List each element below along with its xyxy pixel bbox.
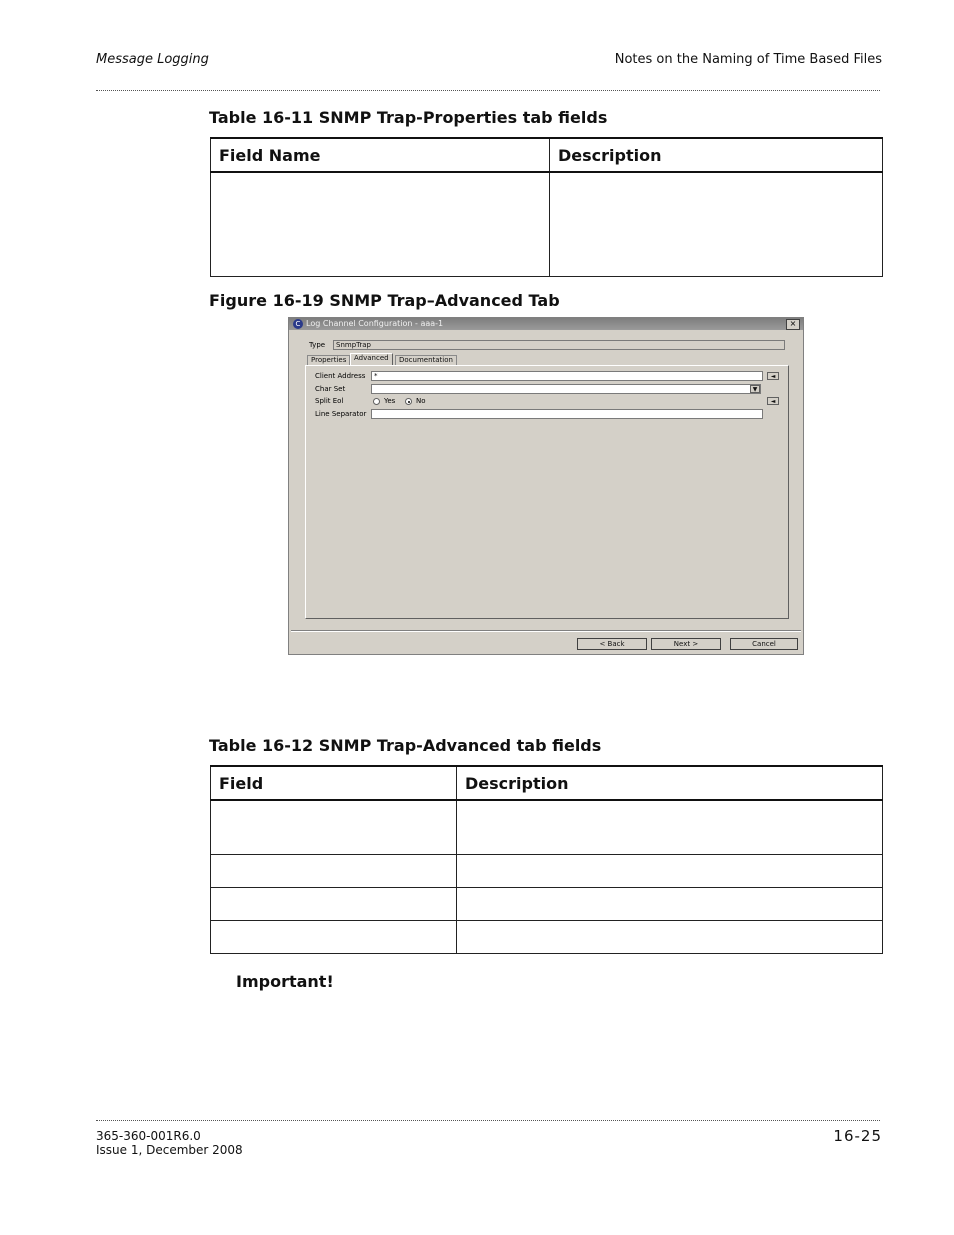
table2: [210, 765, 883, 954]
split-eol-no-label: No: [416, 397, 426, 405]
tab-advanced[interactable]: Advanced: [350, 353, 393, 365]
table1-cell: [211, 172, 550, 276]
split-eol-label: Split Eol: [315, 397, 344, 405]
table2-cell: [457, 887, 883, 920]
type-field: SnmpTrap: [333, 340, 785, 350]
figure-caption: Figure 16-19 SNMP Trap–Advanced Tab: [209, 291, 560, 310]
table2-cell: [211, 854, 457, 887]
dialog-titlebar: [289, 318, 803, 330]
button-bar-divider: [291, 630, 801, 632]
close-icon[interactable]: ×: [786, 319, 800, 330]
back-button[interactable]: < Back: [577, 638, 647, 650]
char-set-select[interactable]: [371, 384, 761, 394]
table1-header-description: Description: [550, 138, 883, 172]
client-address-input[interactable]: *: [371, 371, 763, 381]
footer-doc-number: 365-360-001R6.0: [96, 1129, 201, 1143]
table2-cell: [457, 920, 883, 953]
table2-cell: [457, 800, 883, 854]
footer-divider: [96, 1120, 880, 1121]
table2-header-description: Description: [457, 766, 883, 800]
client-address-arrow-icon[interactable]: ◄: [767, 372, 779, 380]
line-separator-input[interactable]: [371, 409, 763, 419]
table2-caption: Table 16-12 SNMP Trap-Advanced tab fields: [209, 736, 602, 755]
table2-header-field: Field: [211, 766, 457, 800]
split-eol-no-radio[interactable]: [405, 398, 412, 405]
split-eol-yes-label: Yes: [384, 397, 396, 405]
footer-issue: Issue 1, December 2008: [96, 1143, 243, 1157]
table2-cell: [211, 887, 457, 920]
log-channel-dialog: [288, 317, 804, 655]
table1-header-field-name: Field Name: [211, 138, 550, 172]
running-header-section: Message Logging: [96, 52, 209, 67]
header-divider: [96, 90, 880, 91]
next-button[interactable]: Next >: [651, 638, 721, 650]
dialog-title: Log Channel Configuration - aaa-1: [306, 319, 444, 328]
table1-cell: [550, 172, 883, 276]
type-label: Type: [309, 341, 326, 349]
line-separator-label: Line Separator: [315, 410, 367, 418]
table1-caption: Table 16-11 SNMP Trap-Properties tab fields: [209, 108, 608, 127]
table1: [210, 137, 883, 277]
char-set-label: Char Set: [315, 385, 346, 393]
running-header-title: Notes on the Naming of Time Based Files: [614, 52, 882, 67]
client-address-label: Client Address: [315, 372, 366, 380]
table2-cell: [457, 854, 883, 887]
chevron-down-icon[interactable]: ▼: [750, 385, 760, 393]
table2-cell: [211, 800, 457, 854]
split-eol-yes-radio[interactable]: [373, 398, 380, 405]
tab-documentation[interactable]: Documentation: [395, 355, 457, 365]
cancel-button[interactable]: Cancel: [730, 638, 798, 650]
page-number: 16-25: [833, 1127, 882, 1145]
split-eol-arrow-icon[interactable]: ◄: [767, 397, 779, 405]
app-logo-icon: C: [293, 319, 303, 329]
tab-properties[interactable]: Properties: [307, 355, 350, 365]
table2-cell: [211, 920, 457, 953]
important-note-heading: Important!: [236, 972, 334, 991]
